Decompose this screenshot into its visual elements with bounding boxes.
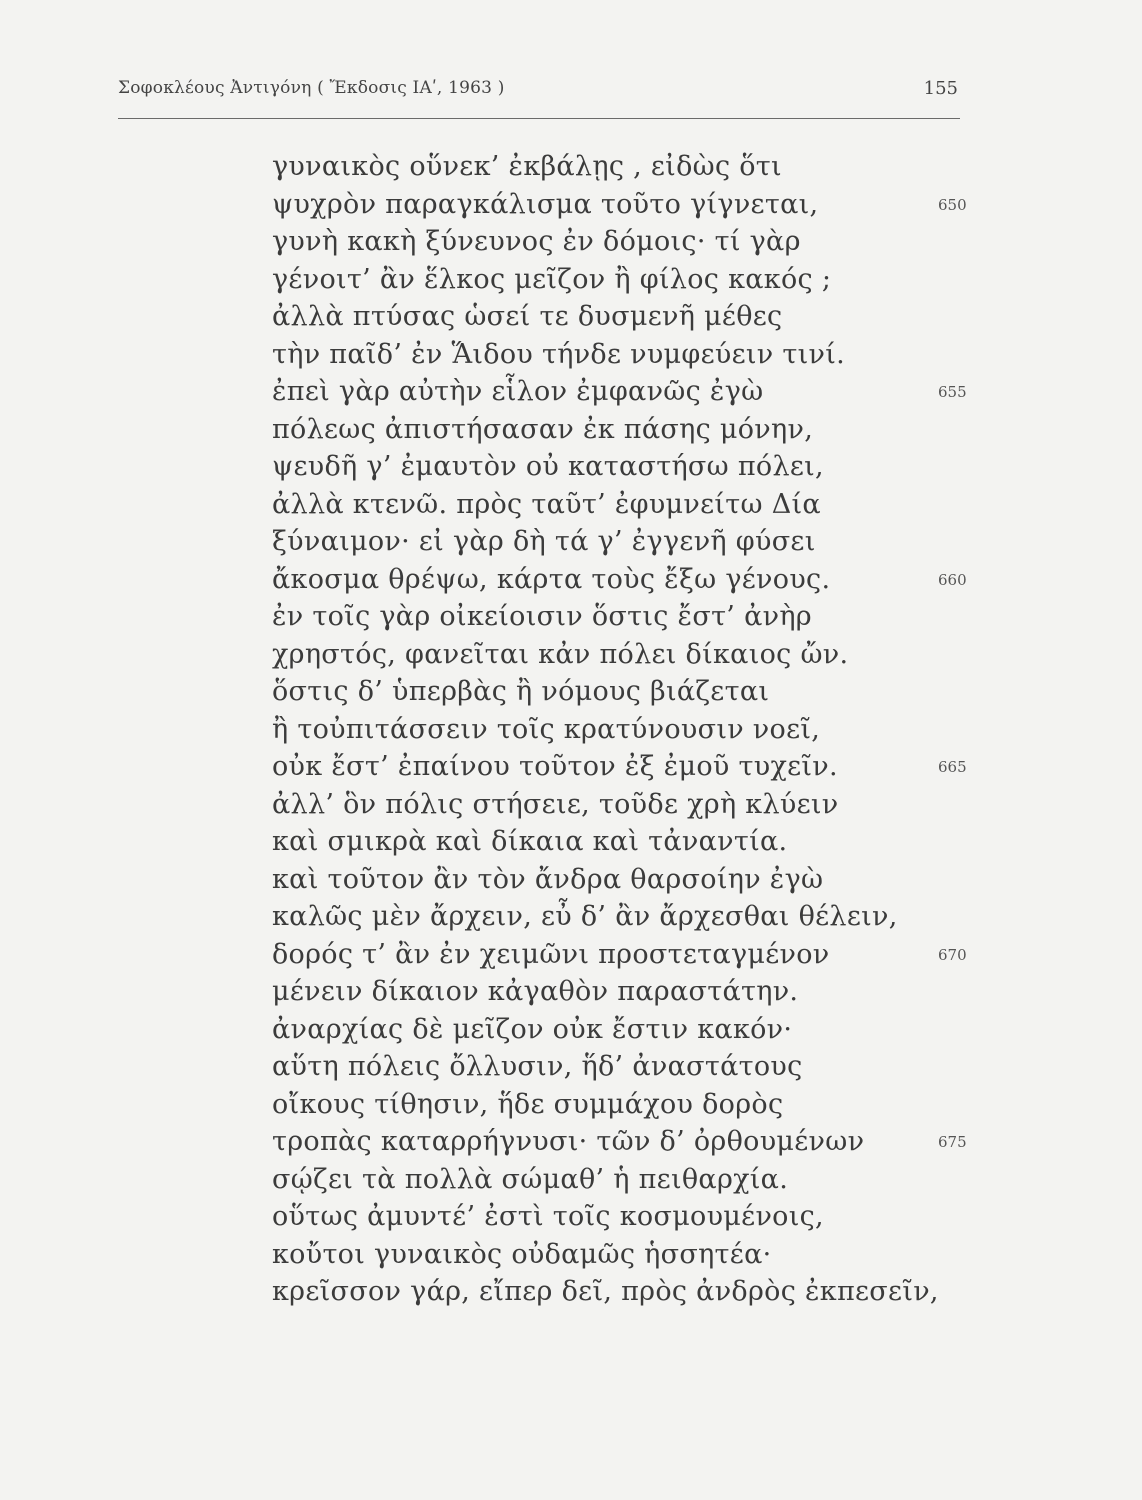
verse-line: οὕτως ἀμυντέ’ ἐστὶ τοῖς κοσμουμένοις,	[272, 1201, 824, 1232]
verse-line: ἀλλὰ κτενῶ. πρὸς ταῦτ’ ἐφυμνείτω Δία	[272, 488, 821, 520]
line-number-675: 675	[938, 1133, 967, 1151]
verse-line: κοὔτοι γυναικὸς οὐδαμῶς ἡσσητέα·	[272, 1238, 772, 1270]
verse-line: καὶ σμικρὰ καὶ δίκαια καὶ τἀναντία.	[272, 826, 788, 857]
verse-line: ὅστις δ’ ὑπερβὰς ἢ νόμους βιάζεται	[272, 676, 770, 707]
line-number-655: 655	[938, 383, 967, 401]
verse-line: δορός τ’ ἂν ἐν χειμῶνι προστεταγμένον	[272, 938, 830, 970]
verse-line: πόλεως ἀπιστήσασαν ἐκ πάσης μόνην,	[272, 413, 814, 445]
verse-line: αὕτη πόλεις ὄλλυσιν, ἥδ’ ἀναστάτους	[272, 1051, 803, 1082]
page-number: 155	[923, 78, 958, 99]
verse-line: ἀναρχίας δὲ μεῖζον οὐκ ἔστιν κακόν·	[272, 1013, 793, 1045]
line-number-665: 665	[938, 758, 967, 776]
verse-line: καὶ τοῦτον ἂν τὸν ἄνδρα θαρσοίην ἐγὼ	[272, 863, 824, 895]
line-number-670: 670	[938, 945, 967, 964]
verse-line: γένοιτ’ ἂν ἕλκος μεῖζον ἢ φίλος κακός ;	[272, 263, 832, 295]
verse-line: μένειν δίκαιον κἀγαθὸν παραστάτην.	[272, 976, 799, 1007]
verse-list	[272, 148, 939, 1311]
verse-line: ἀλλὰ πτύσας ὡσεί τε δυσμενῆ μέθες	[272, 301, 783, 332]
running-title: Σοφοκλέους Ἀντιγόνη ( Ἔκδοσις ΙΑʹ, 1963 )	[118, 78, 505, 98]
verse-line: ἄκοσμα θρέψω, κάρτα τοὺς ἔξω γένους.	[272, 563, 831, 595]
line-number-650: 650	[938, 195, 967, 214]
verse-line: σῴζει τὰ πολλὰ σώμαθ’ ἡ πειθαρχία.	[272, 1163, 789, 1195]
verse-line: χρηστός, φανεῖται κἀν πόλει δίκαιος ὤν.	[272, 638, 849, 670]
running-header	[118, 74, 960, 119]
verse-line: καλῶς μὲν ἄρχειν, εὖ δ’ ἂν ἄρχεσθαι θέλειν,	[272, 901, 898, 932]
verse-line: κρεῖσσον γάρ, εἴπερ δεῖ, πρὸς ἀνδρὸς ἐκπεσεῖν,	[272, 1276, 939, 1307]
verse-line: οἴκους τίθησιν, ἥδε συμμάχου δορὸς	[272, 1088, 784, 1120]
line-number-660: 660	[938, 570, 967, 589]
verse-line: γυνὴ κακὴ ξύνευνος ἐν δόμοις· τί γὰρ	[272, 226, 801, 257]
verse-line: τροπὰς καταρρήγνυσι· τῶν δ’ ὀρθουμένων	[272, 1126, 865, 1157]
verse-line: ξύναιμον· εἰ γὰρ δὴ τά γ’ ἐγγενῆ φύσει	[272, 526, 816, 557]
verse-line: ἐν τοῖς γὰρ οἰκείοισιν ὅστις ἔστ’ ἀνὴρ	[272, 601, 812, 632]
verse-line: ἐπεὶ γὰρ αὐτὴν εἷλον ἐμφανῶς ἐγὼ	[272, 376, 764, 407]
verse-line: οὐκ ἔστ’ ἐπαίνου τοῦτον ἐξ ἐμοῦ τυχεῖν.	[272, 751, 838, 782]
verse-line: ψευδῆ γ’ ἐμαυτὸν οὐ καταστήσω πόλει,	[272, 451, 824, 482]
verse-line: ἀλλ’ ὃν πόλις στήσειε, τοῦδε χρὴ κλύειν	[272, 788, 839, 820]
verse-line: ἢ τοὐπιτάσσειν τοῖς κρατύνουσιν νοεῖ,	[272, 713, 821, 745]
verse-line: τὴν παῖδ’ ἐν Ἅιδου τήνδε νυμφεύειν τινί.	[272, 338, 845, 370]
verse-line: ψυχρὸν παραγκάλισμα τοῦτο γίγνεται,	[272, 188, 819, 220]
verse-line: γυναικὸς οὕνεκ’ ἐκβάλῃς , εἰδὼς ὅτι	[272, 151, 782, 182]
